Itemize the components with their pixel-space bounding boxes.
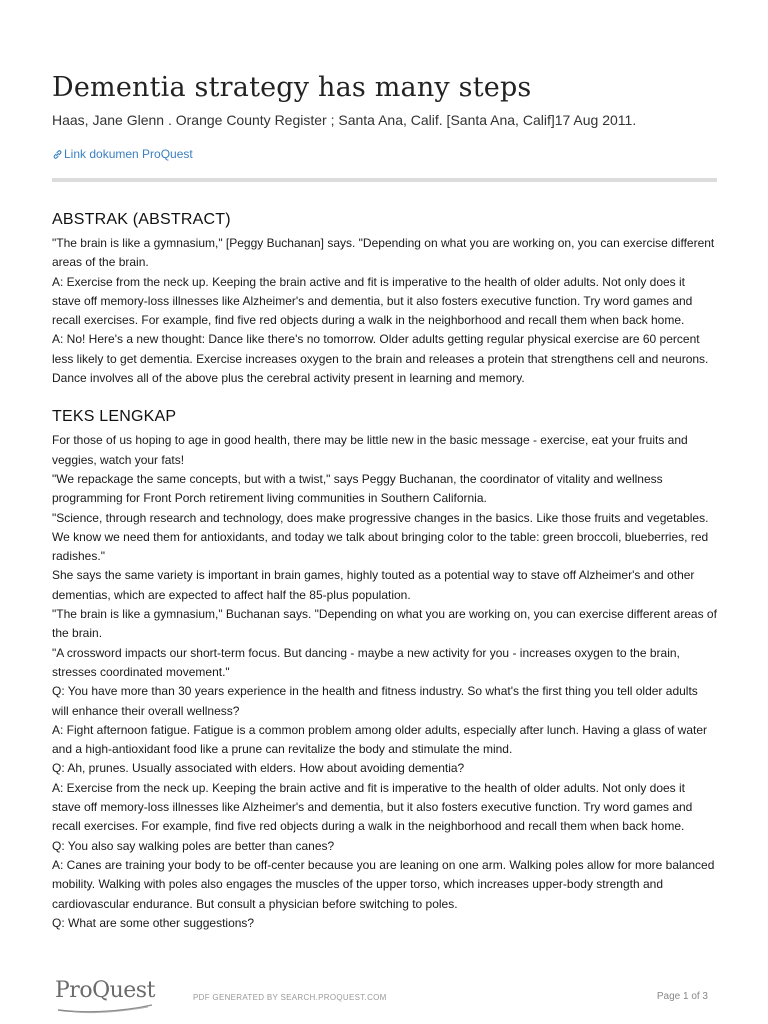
fulltext-paragraph: "A crossword impacts our short-term focus. But dancing - maybe a new activity for you - increases oxygen to the brain, stresses coordinated movement." [52,645,680,679]
document-title: Dementia strategy has many steps [52,72,532,103]
fulltext-paragraph: A: Exercise from the neck up. Keeping the brain active and fit is imperative to the health of older adults. Not only does it stave off memory-loss illnesses like Alzheimer's and dementia, but it also fosters executive function. Try word games and recall exercises. For example, find five red objects during a walk in the neighborhood and recall them when back home. [52,780,693,834]
fulltext-paragraph: A: Fight afternoon fatigue. Fatigue is a common problem among older adults, especially after lunch. Having a glass of water and a high-antioxidant food like a prune can revitalize the body and stimulate the mind. [52,722,708,757]
proquest-document-link[interactable] [52,146,717,162]
generated-by-label: PDF GENERATED BY SEARCH.PROQUEST.COM [193,993,387,1002]
fulltext-body [52,431,717,933]
fulltext-paragraph: "We repackage the same concepts, but with a twist," says Peggy Buchanan, the coordinator of vitality and wellness programming for Front Porch retirement living communities in Southern California. [52,471,663,506]
fulltext-paragraph: For those of us hoping to age in good health, there may be little new in the basic message - exercise, eat your fruits and veggies, watch your fats! [52,433,688,467]
abstract-paragraph: "The brain is like a gymnasium," [Peggy Buchanan] says. "Depending on what you are working on, you can exercise different areas of the brain. [52,236,715,270]
fulltext-paragraph: Q: You have more than 30 years experience in the health and fitness industry. So what's the first thing you tell older adults will enhance their overall wellness? [52,684,698,718]
fulltext-paragraph: Q: Ah, prunes. Usually associated with elders. How about avoiding dementia? [52,761,465,776]
fulltext-heading: TEKS LENGKAP [52,408,177,426]
abstract-body [52,234,717,388]
link-icon [52,149,63,160]
fulltext-paragraph: "The brain is like a gymnasium," Buchanan says. "Depending on what you are working on, you can exercise different areas of the brain. [52,607,717,641]
fulltext-paragraph: A: Canes are training your body to be off-center because you are leaning on one arm. Walking poles allow for more balanced mobility. Walking with poles also engages the muscles of the upper torso, which increases upper-body strength and cardiovascular endurance. But consult a physician before switching to poles. [52,857,715,911]
abstract-paragraph: A: No! Here's a new thought: Dance like there's no tomorrow. Older adults getting regular physical exercise are 60 percent less likely to get dementia. Exercise increases oxygen to the brain and releases a protein that strengthens cell and neurons. Dance involves all of the above plus the cerebral activity present in learning and memory. [52,332,709,386]
abstract-paragraph: A: Exercise from the neck up. Keeping the brain active and fit is imperative to the health of older adults. Not only does it stave off memory-loss illnesses like Alzheimer's and dementia, but it also fosters executive function. Try word games and recall exercises. For example, find five red objects during a walk in the neighborhood and recall them when back home. [52,274,693,328]
proquest-swoosh-icon [56,1002,156,1014]
link-label: Link dokumen ProQuest [64,147,193,161]
fulltext-paragraph: Q: What are some other suggestions? [52,915,255,930]
document-byline: Haas, Jane Glenn . Orange County Register ; Santa Ana, Calif. [Santa Ana, Calif]17 Aug 2011. [52,112,637,128]
fulltext-paragraph: Q: You also say walking poles are better than canes? [52,838,335,853]
section-divider [52,178,717,182]
abstract-heading: ABSTRAK (ABSTRACT) [52,211,231,228]
document-page [52,70,717,933]
page-footer [0,976,768,1016]
page-number: Page 1 of 3 [656,991,708,1002]
fulltext-paragraph: "Science, through research and technology, does make progressive changes in the basics. Like those fruits and vegetables. We know we need them for antioxidants, and today we talk about bringing color to the table: green broccoli, blueberries, red radishes." [52,510,709,564]
proquest-logo: ProQuest [55,978,155,1003]
fulltext-paragraph: She says the same variety is important in brain games, highly touted as a potential way to stave off Alzheimer's and other dementias, which are expected to affect half the 85-plus population. [52,568,695,602]
